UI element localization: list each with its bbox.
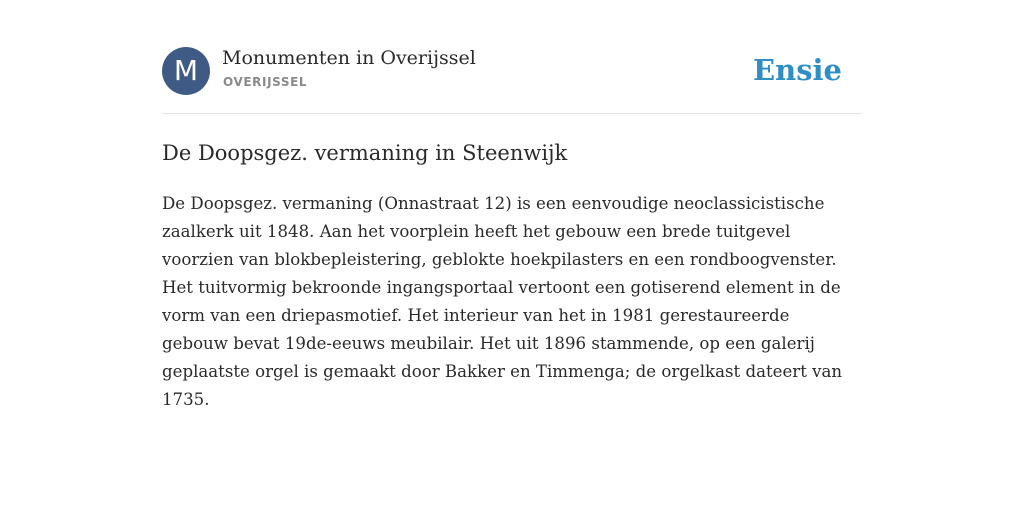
- source-region: OVERIJSSEL: [223, 75, 308, 89]
- body-line: gebouw bevat 19de-eeuws meubilair. Het uit 1896 stammende, op een galerij: [162, 334, 815, 353]
- body-line: zaalkerk uit 1848. Aan het voorplein heeft het gebouw een brede tuitgevel: [162, 222, 791, 241]
- article-title: De Doopsgez. vermaning in Steenwijk: [162, 141, 568, 165]
- body-line: voorzien van blokbepleistering, geblokte hoekpilasters en een rondboogvenster.: [162, 250, 837, 269]
- body-line: 1735.: [162, 390, 210, 409]
- body-line: vorm van een driepasmotief. Het interieur van het in 1981 gerestaureerde: [162, 306, 790, 325]
- avatar[interactable]: M: [162, 47, 210, 95]
- body-line: De Doopsgez. vermaning (Onnastraat 12) is een eenvoudige neoclassicistische: [162, 194, 825, 213]
- source-name[interactable]: Monumenten in Overijssel: [222, 47, 476, 69]
- body-line: Het tuitvormig bekroonde ingangsportaal vertoont een gotiserend element in de: [162, 278, 841, 297]
- divider: [162, 113, 862, 114]
- article-body: [162, 190, 862, 414]
- header: [162, 46, 862, 96]
- brand-logo[interactable]: Ensie: [753, 53, 842, 87]
- body-line: geplaatste orgel is gemaakt door Bakker en Timmenga; de orgelkast dateert van: [162, 362, 843, 381]
